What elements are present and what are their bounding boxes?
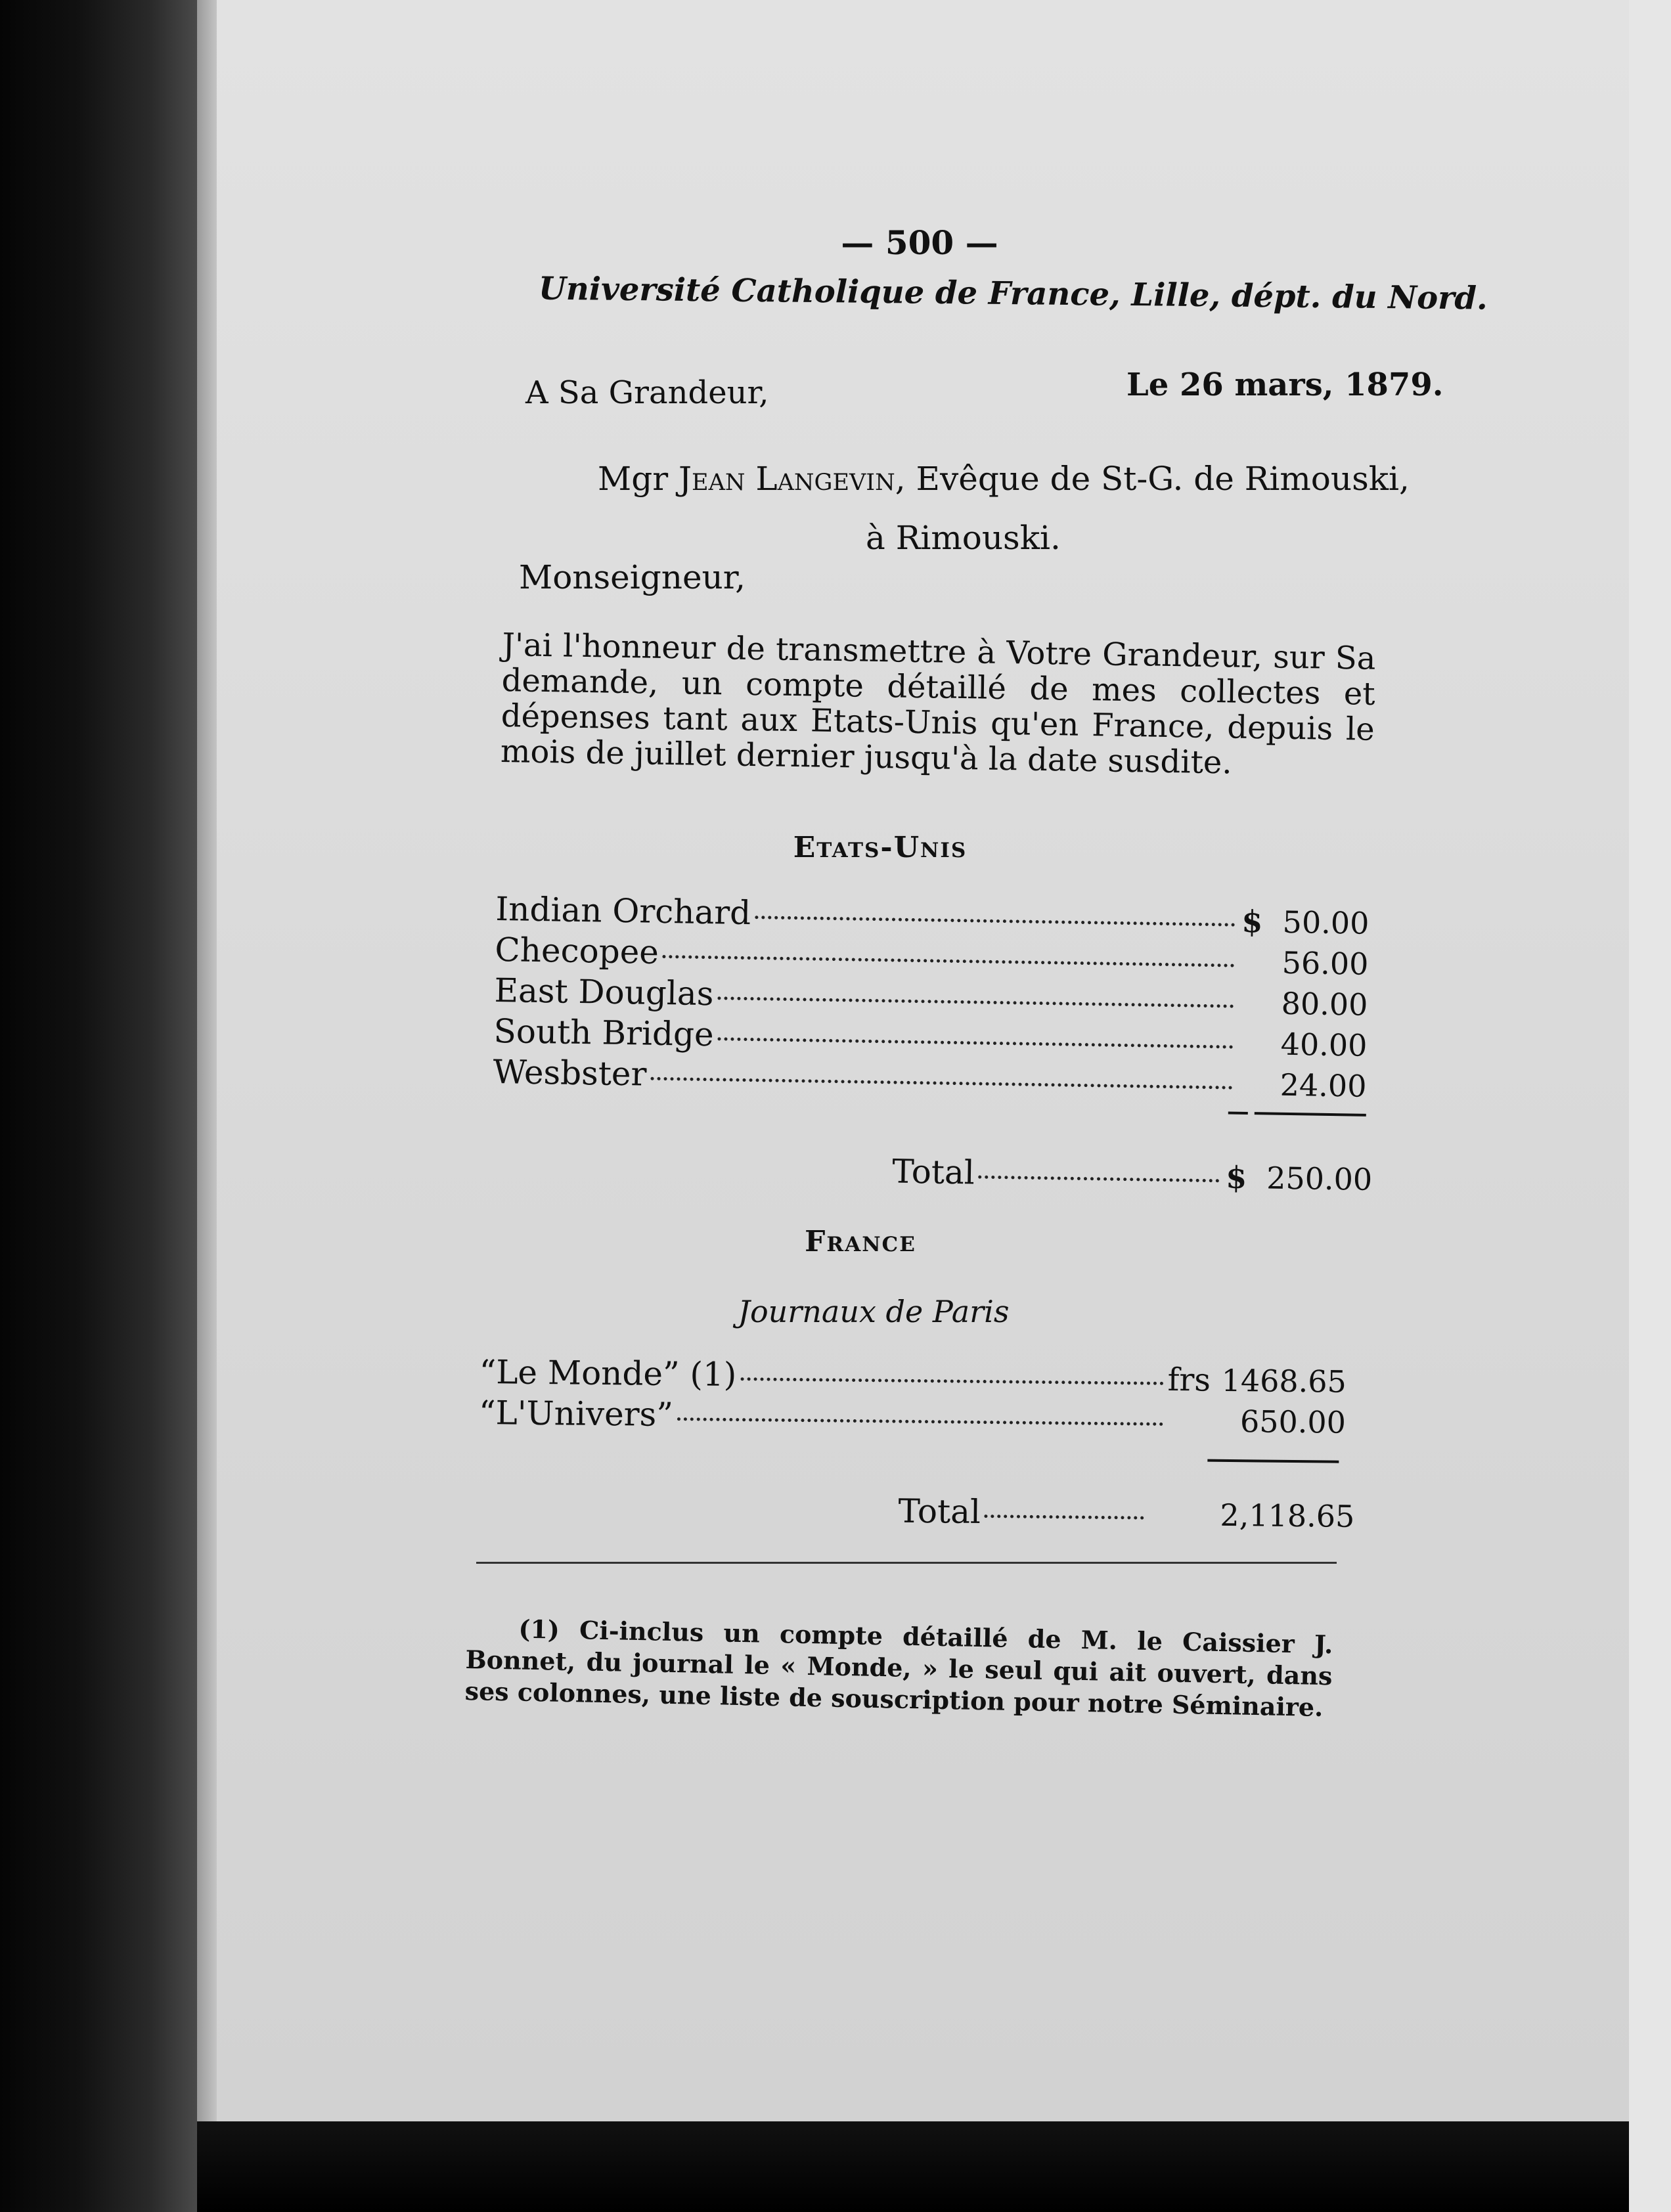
ledger-currency [1237, 1054, 1260, 1055]
france-subheading: Journaux de Paris [738, 1294, 1010, 1329]
ledger-amount: 56.00 [1281, 944, 1369, 982]
footnote: (1) Ci-inclus un compte détaillé de M. le Caissier J. Bonnet, du journal le « Monde, » le seul qui ait ouvert, dans ses colonnes, une liste de souscription pour notre Séminaire. [464, 1614, 1333, 1723]
leader-dots [755, 916, 1235, 926]
footnote-separator [476, 1562, 1337, 1564]
page-number: — 500 — [841, 223, 998, 262]
recipient-prefix: Mgr [598, 460, 669, 498]
total-amount: 2,118.65 [1220, 1497, 1355, 1534]
us-total-row [891, 1152, 1373, 1198]
ledger-place: Indian Orchard [495, 890, 751, 933]
ledger-currency [1167, 1431, 1213, 1432]
ledger-amount: 650.00 [1239, 1404, 1347, 1440]
book-binding-shadow [0, 0, 197, 2212]
leader-dots [740, 1377, 1163, 1385]
ledger-currency: $ [1241, 903, 1263, 940]
body-paragraph: J'ai l'honneur de transmettre à Votre Grandeur, sur Sa demande, un compte détaillé de mes collectes et dépenses tant aux Etats-Unis qu'en France, depuis le mois de juillet dernier jusqu'à la date susdite. [500, 627, 1376, 782]
greeting: Monseigneur, [519, 558, 746, 596]
france-section-heading: France [805, 1225, 916, 1258]
ledger-place: “Le Monde” (1) [479, 1353, 737, 1394]
ledger-place: “L'Univers” [478, 1393, 674, 1434]
total-label: Total [898, 1492, 981, 1532]
leader-dots [677, 1417, 1163, 1426]
france-total-row [898, 1492, 1355, 1535]
recipient-line [598, 460, 1410, 498]
ledger-amount: 50.00 [1282, 904, 1370, 941]
leader-dots [650, 1077, 1232, 1090]
address-line: A Sa Grandeur, [525, 374, 769, 411]
leader-dots [717, 1037, 1233, 1048]
ledger-place: East Douglas [494, 971, 714, 1013]
ledger-place: Wesbster [493, 1052, 647, 1094]
bottom-scan-edge [197, 2121, 1629, 2212]
facing-page-strip [1629, 0, 1671, 2212]
total-amount: 250.00 [1266, 1160, 1373, 1198]
leader-dots [717, 996, 1234, 1007]
ledger-currency [1237, 1013, 1261, 1014]
leader-dots [663, 955, 1235, 967]
letterhead: Université Catholique de France, Lille, dépt. du Nord. [538, 270, 1488, 317]
letter-date: Le 26 mars, 1879. [1126, 366, 1444, 403]
us-section-heading: Etats-Unis [793, 831, 968, 864]
leader-dots [985, 1515, 1144, 1520]
ledger-amount: 40.00 [1280, 1026, 1368, 1063]
ledger-place: Checopee [495, 930, 659, 971]
ledger-place: South Bridge [493, 1011, 715, 1054]
ledger-amount: 24.00 [1280, 1067, 1367, 1104]
recipient-city: à Rimouski. [866, 519, 1061, 557]
ledger-amount: 80.00 [1281, 985, 1368, 1023]
ledger-currency: frs [1167, 1361, 1211, 1399]
sum-rule-dash [1228, 1112, 1248, 1115]
ledger-amount: 1468.65 [1221, 1362, 1347, 1400]
recipient-title: , Evêque de St-G. de Rimouski, [895, 460, 1410, 498]
recipient-name: Jean Langevin [679, 460, 895, 498]
total-currency: $ [1225, 1159, 1247, 1196]
total-label: Total [891, 1152, 975, 1192]
leader-dots [979, 1176, 1220, 1183]
